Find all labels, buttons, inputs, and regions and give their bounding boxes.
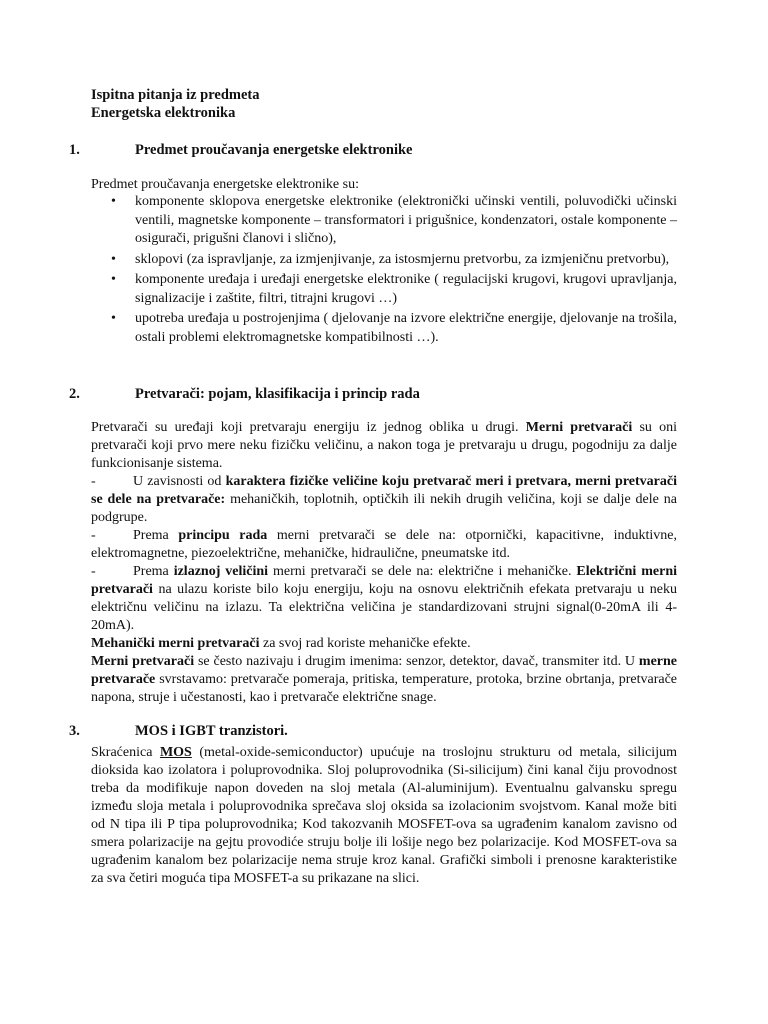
list-item: • komponente uređaja i uređaji energetske elektronike ( regulacijski krugovi, krugovi upravljanja, signalizacije i zaštite, filtri, titrajni krugovi …) [111,272,677,306]
document-title [91,86,260,122]
paragraph: Mehanički merni pretvarači za svoj rad koriste mehaničke efekte. [91,636,471,651]
list-item: • upotreba uređaja u postrojenjima ( djelovanje na izvore električne energije, djelovanje na trošila, ostali problemi elektromagnetske kompatibilnosti …). [111,311,677,345]
section-number: 3. [69,723,80,739]
section-3-body: Skraćenica MOS (metal-oxide-semiconductor) upućuje na troslojnu strukturu od metala, silicijum dioksida kao izolatora i poluprovodnika. Sloj poluprovodnika (Si-silicijum) čini kanal čiju provodnost treba da modifikuje napon doveden na sloj metala (Al-aluminijum). Eventualnu galvansku spregu između sloja metala i poluprovodnika sprečava sloj oksida sa izolacionim svojstvom. Kanal može biti od N tipa ili P tipa poluprovodnika; Kod takozvanih MOSFET-ova sa ugrađenim kanalom zavisno od smera polarizacije na gejtu provodiće struju bolje ili lošije nego bez polarizacije. Kod MOSFET-ova sa ugrađenim kanalom bez polarizacije nema struje kroz kanal. Grafički simboli i prenosne karakteristike za sva četiri moguća tipa MOSFET-a su prikazane na slici. [91,745,677,886]
section-1-heading [69,141,412,159]
paragraph: - U zavisnosti od karaktera fizičke veličine koju pretvarač meri i pretvara, merni pretvarači se dele na pretvarače: mehaničkih, toplotnih, optičkih ili nekih drugih veličina, koji se dalje dele na podgrupe. [91,474,677,525]
section-title: MOS i IGBT tranzistori. [135,723,288,739]
section-title: Predmet proučavanja energetske elektronike [135,142,413,158]
title-line-1: Ispitna pitanja iz predmeta [91,87,260,103]
paragraph: - Prema izlaznoj veličini merni pretvarači se dele na: električne i mehaničke. Električni merni pretvarači na ulazu koriste bilo koju energiju, koju na osnovu električnih efekata pretvaraju u neku električnu veličinu na izlazu. Ta električna veličina je standardizovani strujni signal(0-20mA ili 4-20mA). [91,564,677,633]
bullet-icon: • [111,272,116,287]
paragraph: - Prema principu rada merni pretvarači se dele na: otpornički, kapacitivne, induktivne, elektromagnetne, piezoelektrične, mehaničke, hidraulične, pneumatske itd. [91,528,678,561]
section-1-bullet-list [91,193,677,349]
section-title: Pretvarači: pojam, klasifikacija i princip rada [135,386,420,402]
paragraph: Pretvarači su uređaji koji pretvaraju energiju iz jednog oblika u drugi. Merni pretvarači su oni pretvarači koji prvo mere neku fizičku veličinu, a nakon toga je pretvaraju u drugu, pogodniju za dalje funkcionisanje sistema. [91,420,677,471]
mos-term: MOS [159,745,192,760]
paragraph: Merni pretvarači se često nazivaju i drugim imenima: senzor, detektor, davač, transmiter itd. U merne pretvarače svrstavamo: pretvarače pomeraja, pritiska, temperature, protoka, brzine obrtanja, pretvarače napona, struje i učestanosti, kao i pretvarače električne snage. [91,654,677,705]
bullet-icon: • [111,311,116,326]
list-item: • sklopovi (za ispravljanje, za izmjenjivanje, za istosmjernu pretvorbu, za izmjeničnu pretvorbu), [91,251,677,270]
section-number: 1. [69,142,80,158]
section-1-intro: Predmet proučavanja energetske elektronike su: [91,177,359,192]
section-2-body [91,419,677,707]
section-3-heading [69,722,288,740]
title-line-2: Energetska elektronika [91,105,236,121]
section-2-heading [69,385,420,403]
list-item: • komponente sklopova energetske elektronike (elektronički učinski ventili, poluvodički učinski ventili, magnetske komponente – transformatori i prigušnice, kondenzatori, ostale komponente – osigurači, prigušni članovi i slično), [111,194,677,246]
section-number: 2. [69,386,80,402]
bullet-icon: • [111,251,116,267]
bullet-icon: • [111,194,116,209]
